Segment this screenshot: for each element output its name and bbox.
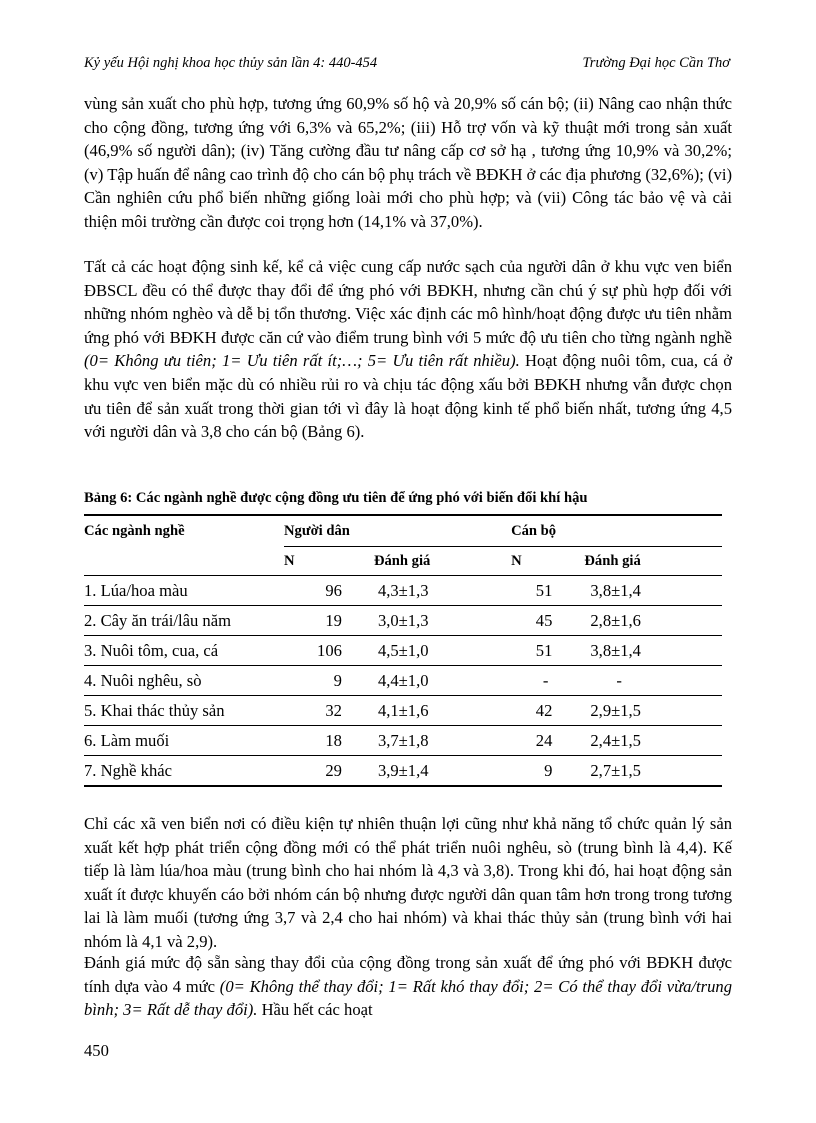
residents-n: 106 [284,636,350,666]
officials-rating: 2,9±1,5 [560,696,722,726]
paragraph-recommendations: vùng sản xuất cho phù hợp, tương ứng 60,9% số hộ và 20,9% số cán bộ; (ii) Nâng cao nhận thức cho cộng đồng, tương ứng với 6,3% và 65,2%; (iii) Hỗ trợ vốn và kỹ thuật mới trong sản xuất (46,9% số người dân); (iv) Tăng cường đầu tư nâng cấp cơ sở hạ , tương ứng 10,9% và 30,2%; (v) Tập huấn để nâng cao trình độ cho cán bộ phụ trách về BĐKH ở các địa phương (32,6%); (vi) Cần nghiên cứu phổ biến những giống loài mới cho phù hợp; và (vii) Công tác bảo vệ và cải thiện môi trường cần được coi trọng hơn (14,1% và 37,0%). [84,94,732,231]
residents-n: 18 [284,726,350,756]
table-subheader-row [84,547,722,576]
paragraph-text: Tất cả các hoạt động sinh kế, kể cả việc cung cấp nước sạch của người dân ở khu vực ven biển ĐBSCL đều có thể được thay đổi để ứng phó với BĐKH, nhưng cần chú ý sự phù hợp đối với những nhóm nghèo và dễ bị tổn thương. Việc xác định các mô hình/hoạt động được ưu tiên nhằm ứng phó với BĐKH được căn cứ vào điểm trung bình với 5 mức độ ưu tiên cho từng ngành nghề [84,257,732,347]
residents-rating: 4,5±1,0 [350,636,511,666]
page-number: 450 [84,1041,109,1060]
col-header-occupation: Các ngành nghề [84,515,284,547]
occupation-name: 7. Nghề khác [84,756,284,787]
paragraph-livelihood-priorities [84,255,732,444]
officials-n: 24 [511,726,560,756]
paragraph-text: Hoạt động nuôi tôm, cua, cá ở khu vực ven biển mặc dù có nhiều rủi ro và chịu tác động xấu bởi BĐKH nhưng vẫn được chọn ưu tiên để sản xuất trong thời gian tới vì đây là hoạt động kinh tế phổ biến nhất, tương ứng 4,5 với người dân và 3,8 cho cán bộ (Bảng 6). [84,351,732,442]
paragraph-readiness [84,951,732,1022]
subheader-n-officials: N [511,547,560,576]
paragraph-text: Đánh giá mức độ sẵn sàng thay đổi của cộng đồng trong sản xuất để ứng phó với BĐKH được tính dựa vào 4 mức [84,953,732,996]
officials-rating: 3,8±1,4 [560,576,722,606]
table-row [84,576,722,606]
col-header-officials: Cán bộ [511,515,722,547]
residents-rating: 3,7±1,8 [350,726,511,756]
officials-rating: - [560,666,722,696]
header-university: Trường Đại học Cần Thơ [582,55,730,71]
residents-n: 9 [284,666,350,696]
paragraph-clam-farming: Chỉ các xã ven biển nơi có điều kiện tự nhiên thuận lợi cũng như khả năng tổ chức quản lý sản xuất kết hợp phát triển cộng đồng mới có thể phát triển nuôi nghêu, sò (trung bình là 4,4). Kế tiếp là làm lúa/hoa màu (trung bình cho hai nhóm là 4,3 và 3,8). Trong khi đó, hai hoạt động sản xuất ít được khuyến cáo bởi nhóm cán bộ nhưng được người dân quan tâm hơn trong trong tương lai là làm muối (tương ứng 3,7 và 2,4 cho hai nhóm) và khai thác thủy sản (trung bình với hai nhóm là 4,1 và 2,9). [84,814,732,951]
officials-rating: 2,8±1,6 [560,606,722,636]
officials-rating: 2,7±1,5 [560,756,722,787]
residents-n: 96 [284,576,350,606]
residents-rating: 4,4±1,0 [350,666,511,696]
officials-n: - [511,666,560,696]
officials-rating: 2,4±1,5 [560,726,722,756]
officials-n: 51 [511,636,560,666]
residents-rating: 3,9±1,4 [350,756,511,787]
officials-n: 51 [511,576,560,606]
residents-rating: 4,3±1,3 [350,576,511,606]
table-row [84,756,722,787]
occupation-name: 6. Làm muối [84,726,284,756]
subheader-eval-officials: Đánh giá [560,547,722,576]
occupation-name: 2. Cây ăn trái/lâu năm [84,606,284,636]
paragraph-text: Hầu hết các hoạt [257,1000,373,1020]
priority-occupations-table [84,514,722,787]
table-row [84,636,722,666]
residents-n: 32 [284,696,350,726]
header-proceedings-title: Kỷ yếu Hội nghị khoa học thủy sản lần 4: 440-454 [84,55,378,71]
officials-n: 9 [511,756,560,787]
officials-n: 45 [511,606,560,636]
residents-n: 29 [284,756,350,787]
table-row [84,696,722,726]
priority-scale-note: (0= Không ưu tiên; 1= Ưu tiên rất ít;…; 5= Ưu tiên rất nhiều). [84,351,520,371]
table-caption: Bảng 6: Các ngành nghề được cộng đồng ưu tiên để ứng phó với biến đổi khí hậu [84,490,588,506]
subheader-eval-residents: Đánh giá [350,547,511,576]
table-row [84,666,722,696]
occupation-name: 4. Nuôi nghêu, sò [84,666,284,696]
residents-rating: 3,0±1,3 [350,606,511,636]
table-row [84,726,722,756]
occupation-name: 5. Khai thác thủy sản [84,696,284,726]
table-header-row [84,515,722,547]
col-header-residents: Người dân [284,515,511,547]
residents-n: 19 [284,606,350,636]
occupation-name: 1. Lúa/hoa màu [84,576,284,606]
running-header [84,55,730,77]
officials-rating: 3,8±1,4 [560,636,722,666]
residents-rating: 4,1±1,6 [350,696,511,726]
table-row [84,606,722,636]
readiness-scale-note: (0= Không thể thay đổi; 1= Rất khó thay đổi; 2= Có thể thay đổi vừa/trung bình; 3= Rất dễ thay đổi). [84,976,733,1020]
empty-cell [84,547,284,576]
subheader-n-residents: N [284,547,350,576]
occupation-name: 3. Nuôi tôm, cua, cá [84,636,284,666]
officials-n: 42 [511,696,560,726]
